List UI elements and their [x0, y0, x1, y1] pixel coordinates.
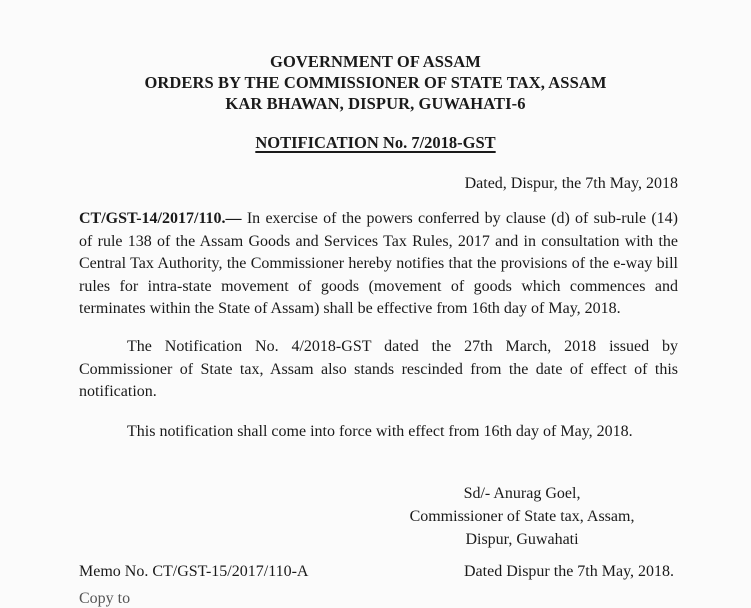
copy-to-cutoff: Copy to: [79, 590, 131, 607]
header-government: GOVERNMENT OF ASSAM: [270, 52, 481, 71]
header-address: KAR BHAWAN, DISPUR, GUWAHATI-6: [225, 94, 526, 113]
paragraph-3: This notification shall come into force with effect from 16th day of May, 2018.: [127, 423, 633, 440]
notification-title: [0, 133, 751, 153]
paragraph-1: [79, 208, 678, 321]
header-orders: ORDERS BY THE COMMISSIONER OF STATE TAX, ASSAM: [144, 73, 607, 92]
memo-date: Dated Dispur the 7th May, 2018.: [464, 563, 675, 580]
signature-location: Dispur, Guwahati: [465, 531, 579, 548]
notification-date: Dated, Dispur, the 7th May, 2018: [464, 175, 678, 192]
signature-name: Sd/- Anurag Goel,: [463, 485, 581, 502]
reference-number: CT/GST-14/2017/110.—: [79, 210, 242, 227]
paragraph-2: The Notification No. 4/2018-GST dated the 27th March, 2018 issued by Commissioner of State tax, Assam also stands rescinded from the date of effect of this notification.: [79, 338, 678, 400]
memo-number: Memo No. CT/GST-15/2017/110-A: [79, 563, 309, 580]
notification-title-text: NOTIFICATION No. 7/2018-GST: [255, 133, 496, 152]
signature-designation: Commissioner of State tax, Assam,: [409, 508, 635, 525]
paragraph-1-text: In exercise of the powers conferred by clause (d) of sub-rule (14) of rule 138 of the Assam Goods and Services Tax Rules, 2017 and in consultation with the Central Tax Authority, the Commissioner hereby notifies that the provisions of the e-way bill rules for intra-state movement of goods (movement of goods which commences and terminates within the State of Assam) shall be effective from 16th day of May, 2018.: [79, 210, 678, 317]
